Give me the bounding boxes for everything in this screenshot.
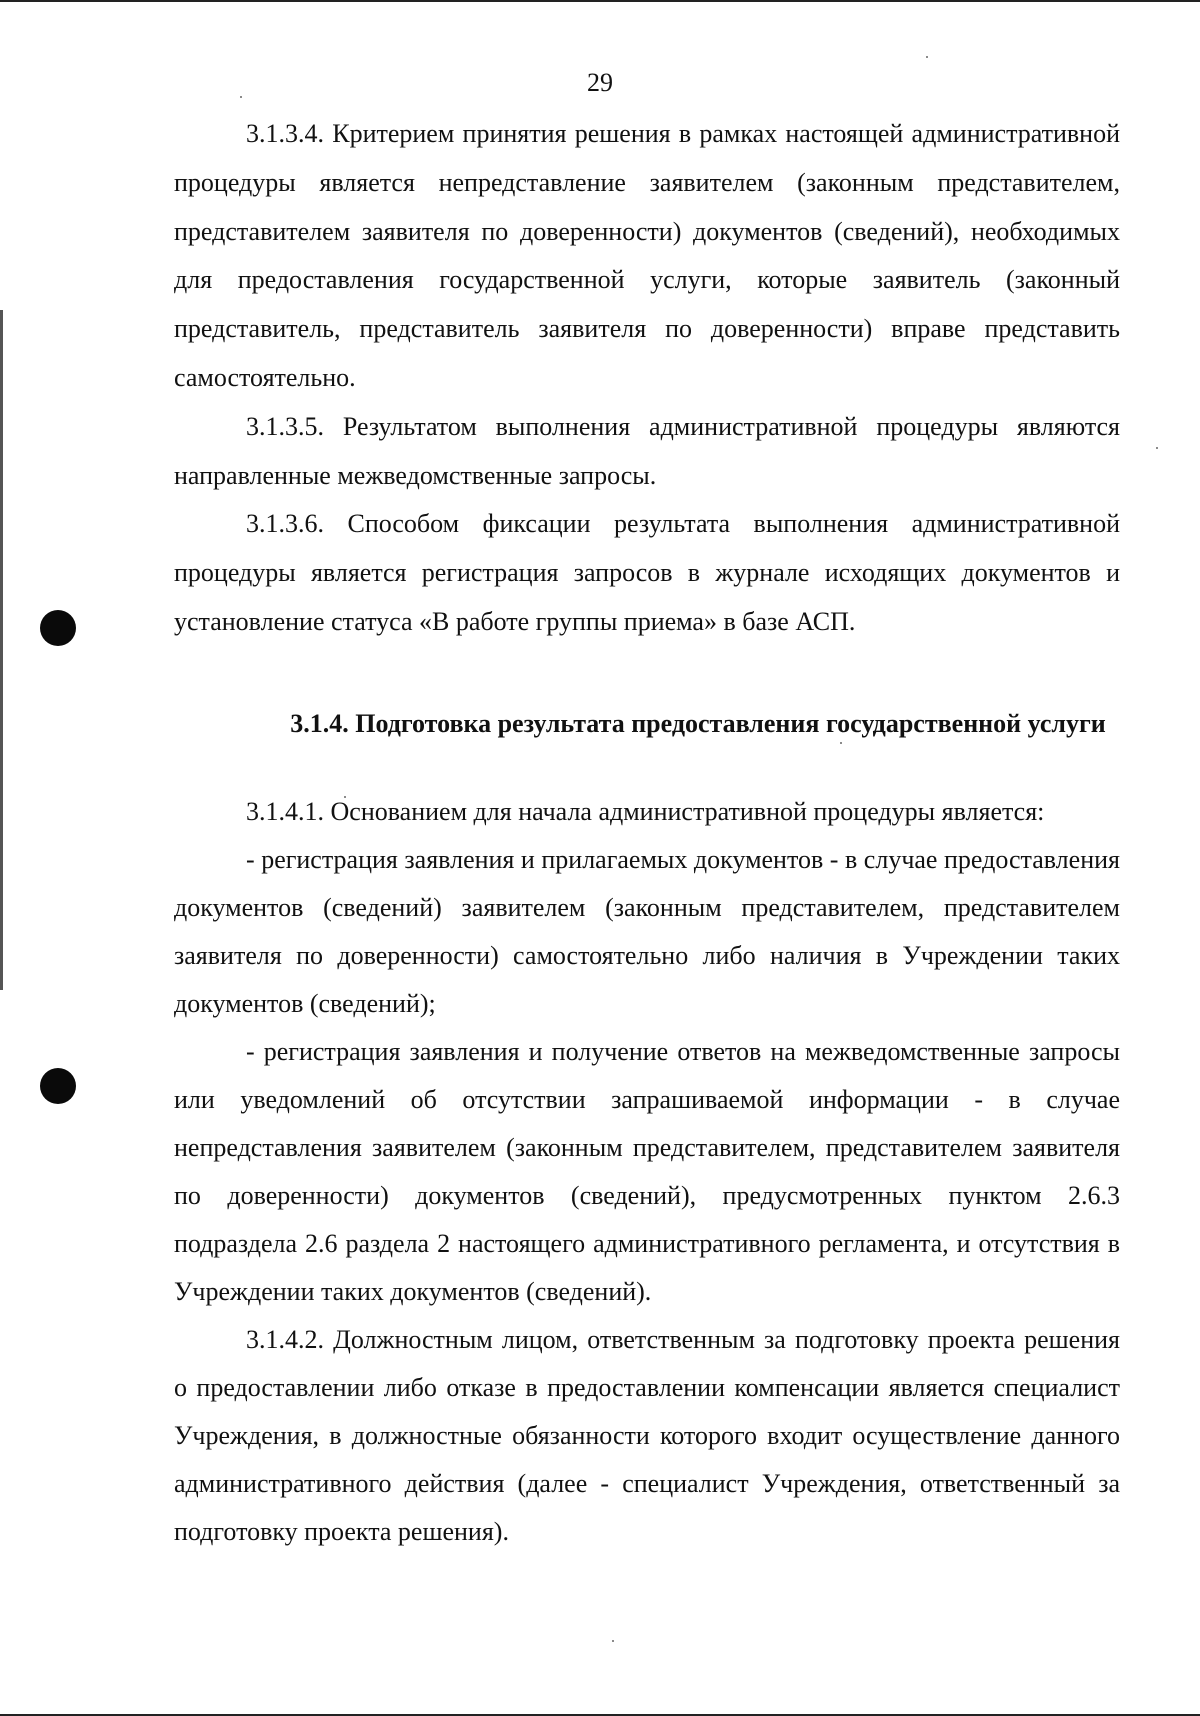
document-body xyxy=(174,110,1120,1556)
paragraph-3-1-4-1: 3.1.4.1. Основанием для начала административной процедуры является: xyxy=(246,796,1045,826)
punch-hole-upper xyxy=(40,610,76,646)
list-item-registration-interagency: - регистрация заявления и получение ответов на межведомственные запросы или уведомлений об отсутствии запрашиваемой информации - в случае непредставления заявителем (законным представителем, представителем заявителя по доверенности) документов (сведений), предусмотренных пунктом 2.6.3 подраздела 2.6 раздела 2 настоящего административного регламента, и отсутствия в Учреждении таких документов (сведений). xyxy=(174,1036,1120,1306)
list-item-registration-documents: - регистрация заявления и прилагаемых документов - в случае предоставления документов (сведений) заявителем (законным представителем, представителем заявителя по доверенности) самостоятельно либо наличия в Учреждении таких документов (сведений); xyxy=(174,844,1120,1018)
scan-speck xyxy=(612,1640,614,1642)
paragraph-3-1-3-6: 3.1.3.6. Способом фиксации результата выполнения административной процедуры является регистрация запросов в журнале исходящих документов и установление статуса «В работе группы приема» в базе АСП. xyxy=(174,509,1120,636)
punch-hole-lower xyxy=(40,1068,76,1104)
paragraph-3-1-3-5: 3.1.3.5. Результатом выполнения административной процедуры являются направленные межведомственные запросы. xyxy=(174,411,1120,490)
scan-left-edge xyxy=(0,310,3,990)
heading-spacer xyxy=(174,740,1120,788)
scan-top-edge xyxy=(0,0,1200,2)
section-heading-3-1-4: 3.1.4. Подготовка результата предоставления государственной услуги xyxy=(290,708,1106,738)
page-number: 29 xyxy=(587,68,613,97)
scan-speck xyxy=(1156,447,1158,449)
paragraph-3-1-4-2: 3.1.4.2. Должностным лицом, ответственным за подготовку проекта решения о предоставлении либо отказе в предоставлении компенсации является специалист Учреждения, в должностные обязанности которого входит осуществление данного административного действия (далее - специалист Учреждения, ответственный за подготовку проекта решения). xyxy=(174,1324,1120,1546)
paragraph-3-1-3-4: 3.1.3.4. Критерием принятия решения в рамках настоящей административной процедуры является непредставление заявителем (законным представителем, представителем заявителя по доверенности) документов (сведений), необходимых для предоставления государственной услуги, которые заявитель (законный представитель, представитель заявителя по доверенности) вправе представить самостоятельно. xyxy=(174,119,1120,392)
scan-speck xyxy=(926,56,928,58)
